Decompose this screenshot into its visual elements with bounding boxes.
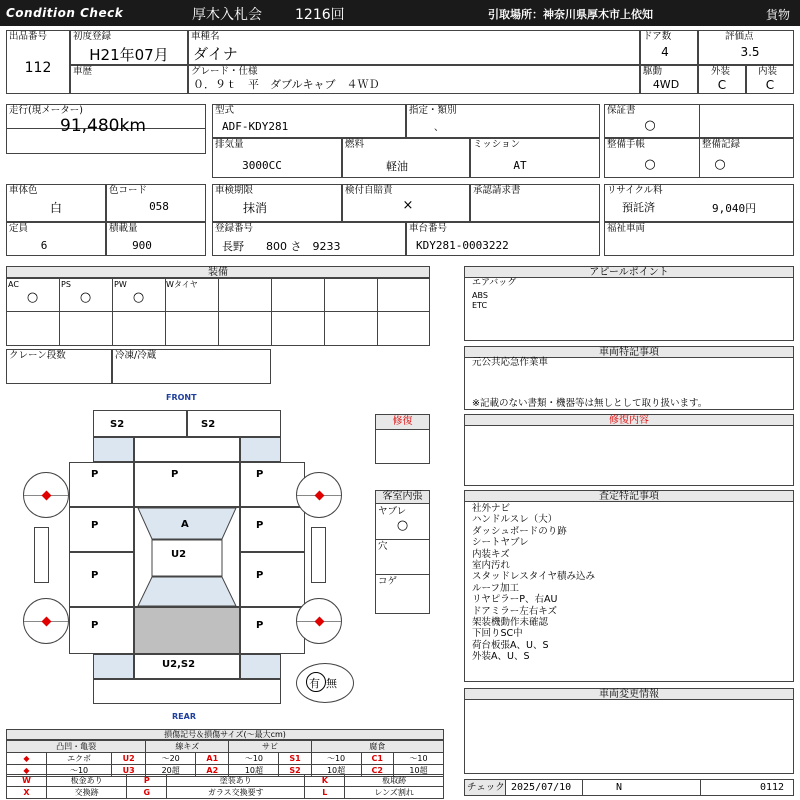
first-reg-value: H21年07月 — [89, 46, 169, 64]
change-info-title: 車両変更情報 — [464, 688, 794, 700]
inspection-label: 車検期限 — [215, 185, 254, 196]
footer-date: 2025/07/10 — [511, 782, 572, 793]
car-name: ダイナ — [193, 45, 238, 63]
auction-name: 厚木入札会 — [192, 7, 262, 23]
legend-title: 損傷記号＆損傷サイズ(〜最大cm) — [6, 729, 444, 740]
seg-front-left — [93, 410, 187, 437]
repair-label: 修復 — [375, 414, 430, 430]
legend-r2-c8: C2 — [361, 765, 393, 777]
first-reg-label: 初度登録 — [73, 31, 112, 42]
capacity-label: 定員 — [9, 223, 29, 234]
interior-burn-label: コゲ — [378, 576, 398, 587]
designation-label: 指定・類別 — [409, 105, 457, 116]
seg-rear-bumper — [93, 679, 281, 704]
inspection-note-line: 荷台板張A、U、S — [472, 639, 549, 651]
lot-number: 112 — [24, 60, 52, 76]
footer-divider-2 — [700, 779, 701, 796]
code-p: P — [127, 775, 167, 787]
equip-wtire-label: Wタイヤ — [166, 280, 198, 289]
displacement-value: 3000CC — [242, 159, 282, 172]
doors-value: 4 — [661, 45, 669, 59]
interior-divider-2 — [375, 574, 430, 575]
inspection-note-line: ドアミラー左右キズ — [472, 605, 558, 617]
appeal-line-3: ETC — [472, 301, 488, 310]
warranty-label: 保証書 — [607, 105, 636, 116]
mark-p8: P — [91, 620, 99, 631]
ext-value: C — [717, 78, 727, 92]
footer-check-label: チェック — [467, 782, 505, 793]
front-label: FRONT — [166, 393, 197, 402]
drive-value: 4WD — [652, 78, 680, 91]
mark-p9: P — [256, 620, 264, 631]
displacement-label: 排気量 — [215, 139, 244, 150]
mark-a: A — [181, 519, 189, 530]
code-k: K — [305, 775, 345, 787]
name-label: 車種名 — [191, 31, 220, 42]
code-w: W — [7, 775, 47, 787]
legend-r1-c1: エクボ — [47, 753, 112, 765]
maint-book-value: ○ — [644, 157, 656, 172]
right-side-panel — [311, 527, 326, 583]
inspection-note-line: 下回りSC中 — [472, 628, 523, 640]
freezer-label: 冷凍/冷蔵 — [115, 350, 157, 361]
mark-p5: P — [256, 520, 264, 531]
ext-label: 外装 — [711, 66, 731, 77]
code-x-text: 交換跡 — [47, 787, 127, 799]
welfare-label: 福祉車両 — [607, 223, 646, 234]
insurance-label: 検付自賠責 — [345, 185, 393, 196]
doors-label: ドア数 — [643, 31, 672, 42]
legend-group-2: 線キズ — [146, 741, 229, 753]
interior-tear-value: ○ — [396, 518, 409, 533]
legend-group-3: サビ — [229, 741, 311, 753]
fuel-value: 軽油 — [386, 160, 408, 173]
equip-pw-label: PW — [114, 280, 127, 289]
color-code-value: 058 — [149, 200, 169, 213]
equipment-grid-divider — [59, 278, 60, 346]
vehicle-notes-disclaimer: ※記載のない書類・機器等は無しとして取り扱います。 — [472, 398, 708, 409]
warranty-value: ○ — [644, 118, 656, 133]
equip-ac-label: AC — [8, 280, 19, 289]
insurance-value: × — [402, 198, 414, 213]
seg-right-front-corner — [240, 437, 281, 462]
equipment-grid-divider — [271, 278, 272, 346]
legend-r2-c6: S2 — [279, 765, 311, 777]
maint-record-value: ○ — [714, 157, 726, 172]
footer-number: 0112 — [760, 782, 785, 793]
mark-p2: P — [171, 469, 179, 480]
grade-label: グレード・仕様 — [191, 66, 258, 77]
inspection-note-line: ハンドルスレ（大） — [472, 514, 558, 526]
mileage-label: 走行(現メーター) — [9, 105, 83, 116]
body-color-value: 白 — [49, 201, 62, 215]
interior-divider-1 — [375, 539, 430, 540]
legend-group-1: 凸凹・亀裂 — [7, 741, 146, 753]
seg-left-door-front — [69, 507, 134, 552]
wheel-front-right — [296, 472, 342, 518]
vehicle-notes-title: 車両特記事項 — [464, 346, 794, 358]
approval-label: 承認請求書 — [473, 185, 521, 196]
left-side-panel — [34, 527, 49, 583]
mission-label: ミッション — [473, 139, 521, 150]
equip-ps-label: PS — [61, 280, 71, 289]
auction-number: 1216回 — [295, 7, 345, 23]
equip-ps-mark: ○ — [79, 290, 92, 305]
drive-label: 駆動 — [643, 66, 663, 77]
seg-left-fender — [69, 462, 134, 507]
code-x: X — [7, 787, 47, 799]
model-label: 型式 — [215, 105, 235, 116]
seg-left-rear — [69, 607, 134, 654]
legend-r2-c9: 10超 — [393, 765, 443, 777]
wheel-rear-left — [23, 598, 69, 644]
pickup-location: 引取場所：神奈川県厚木市上依知 — [488, 8, 653, 21]
code-g: G — [127, 787, 167, 799]
seg-right-rear-corner — [240, 654, 281, 679]
lot-label: 出品番号 — [9, 31, 48, 42]
mark-p4: P — [91, 520, 99, 531]
inspection-note-line: 内装キズ — [472, 548, 510, 560]
appeal-line-2: ABS — [472, 291, 488, 300]
designation-mark: 、 — [434, 122, 444, 133]
equip-pw-mark: ○ — [132, 290, 145, 305]
chassis-value: KDY281-0003222 — [416, 239, 509, 252]
history-label: 車歴 — [73, 66, 93, 77]
int-label: 内装 — [758, 66, 778, 77]
seg-bed — [134, 607, 240, 654]
crane-label: クレーン段数 — [9, 350, 66, 361]
mileage-value: 91,480km — [60, 116, 146, 136]
grade-value: ０．９ｔ 平 ダブルキャブ ４ＷＤ — [193, 78, 380, 91]
score-value: 3.5 — [740, 45, 760, 59]
equipment-grid-divider — [324, 278, 325, 346]
equipment-grid-divider — [6, 311, 430, 312]
seg-right-door-rear — [240, 552, 305, 607]
appeal-line-1: エアバッグ — [472, 278, 517, 288]
presence-no: 無 — [326, 677, 337, 690]
score-label: 評価点 — [725, 31, 754, 42]
inspection-note-line: スタッドレスタイヤ積み込み — [472, 571, 596, 583]
legend-r1-c3: 〜20 — [146, 753, 196, 765]
legend-r2-c1: 〜10 — [47, 765, 112, 777]
wheel-rear-right — [296, 598, 342, 644]
mark-u2: U2 — [171, 549, 187, 560]
seg-right-door-front — [240, 507, 305, 552]
footer-checker: N — [616, 782, 623, 793]
mark-p1: P — [91, 469, 99, 480]
code-w-text: 板金あり — [47, 775, 127, 787]
inspection-note-line: ダッシュボードのり跡 — [472, 525, 567, 537]
load-label: 積載量 — [109, 223, 138, 234]
legend-table — [6, 740, 444, 777]
inspection-note-line: 外装A、U、S — [472, 651, 530, 663]
mark-u2s2: U2,S2 — [162, 659, 196, 670]
legend-r1-c2: U2 — [112, 753, 146, 765]
footer-divider-1 — [582, 779, 583, 796]
inspection-note-line: 社外ナビ — [472, 503, 511, 514]
inspection-note-line: リヤピラーP、右AU — [472, 594, 558, 606]
maint-book-label: 整備手帳 — [607, 139, 646, 150]
load-value: 900 — [132, 239, 152, 252]
seg-left-front-corner — [93, 437, 134, 462]
name-cell — [188, 30, 640, 65]
warranty-divider — [699, 104, 700, 138]
legend-r1-c6: S1 — [279, 753, 311, 765]
recycle-status: 預託済 — [622, 201, 655, 214]
legend-r1-c7: 〜10 — [311, 753, 361, 765]
interior-hole-label: 穴 — [378, 541, 388, 552]
model-value: ADF-KDY281 — [222, 120, 289, 133]
reg-no-label: 登録番号 — [215, 223, 254, 234]
presence-yes: 有 — [309, 677, 320, 690]
recycle-label: リサイクル料 — [607, 185, 663, 196]
seg-right-rear — [240, 607, 305, 654]
repair-content-title: 修復内容 — [464, 414, 794, 426]
legend-r1-c8: C1 — [361, 753, 393, 765]
vehicle-category: 貨物 — [766, 8, 791, 22]
reg-no-value: 長野 800 さ 9233 — [222, 240, 341, 253]
mark-p6: P — [91, 570, 99, 581]
interior-title: 客室内張 — [375, 490, 430, 504]
legend-r2-c4: A2 — [196, 765, 229, 777]
code-g-text: ガラス交換要す — [167, 787, 305, 799]
legend-group-4: 腐食 — [311, 741, 443, 753]
legend-r1-c9: 〜10 — [393, 753, 443, 765]
inspection-note-line: シートヤブレ — [472, 537, 529, 549]
inspection-note-line: 架装機動作未確認 — [472, 617, 549, 628]
seg-left-rear-corner — [93, 654, 134, 679]
seg-right-fender — [240, 462, 305, 507]
mark-p7: P — [256, 570, 264, 581]
inspection-notes-title: 査定特記事項 — [464, 490, 794, 502]
legend-codes-table — [6, 774, 444, 799]
equip-ac-mark: ○ — [26, 290, 39, 305]
seg-hood — [134, 437, 240, 462]
maint-record-label: 整備記録 — [702, 139, 741, 150]
rear-label: REAR — [172, 712, 196, 721]
mission-value: AT — [513, 159, 527, 172]
wheel-front-left — [23, 472, 69, 518]
body-color-label: 車体色 — [9, 185, 38, 196]
inspection-note-line: 室内汚れ — [472, 560, 511, 571]
mark-p3: P — [256, 469, 264, 480]
inspection-note-line: ルーフ加工 — [472, 582, 520, 594]
code-l: L — [305, 787, 345, 799]
seg-left-door-rear — [69, 552, 134, 607]
legend-r2-c3: 20超 — [146, 765, 196, 777]
legend-r2-c5: 10超 — [229, 765, 279, 777]
equipment-grid-divider — [218, 278, 219, 346]
legend-diamond-icon: ◆ — [7, 765, 47, 777]
legend-r2-c2: U3 — [112, 765, 146, 777]
vehicle-notes-line-1: 元公共応急作業車 — [472, 357, 549, 368]
interior-tear-label: ヤブレ — [378, 506, 407, 517]
capacity-value: 6 — [40, 239, 48, 252]
color-code-label: 色コード — [109, 185, 148, 196]
legend-diamond-icon: ◆ — [7, 753, 47, 765]
inspection-value: 抹消 — [242, 201, 267, 215]
fuel-label: 燃料 — [345, 139, 365, 150]
equipment-title: 装備 — [6, 266, 430, 278]
int-value: C — [765, 78, 775, 92]
legend-r1-c4: A1 — [196, 753, 229, 765]
code-k-text: 板取跡 — [345, 775, 444, 787]
code-l-text: レンズ割れ — [345, 787, 444, 799]
recycle-fee: 9,040円 — [712, 202, 757, 215]
code-p-text: 塗装あり — [167, 775, 305, 787]
seg-front-center — [134, 462, 240, 507]
brand: Condition Check — [6, 6, 124, 20]
legend-r1-c5: 〜10 — [229, 753, 279, 765]
chassis-label: 車台番号 — [409, 223, 448, 234]
mark-s2-right: S2 — [201, 419, 216, 430]
equipment-grid-divider — [112, 278, 113, 346]
appeal-title: アピールポイント — [464, 266, 794, 278]
equipment-grid-divider — [377, 278, 378, 346]
mark-s2-left: S2 — [110, 419, 125, 430]
legend-r2-c7: 10超 — [311, 765, 361, 777]
